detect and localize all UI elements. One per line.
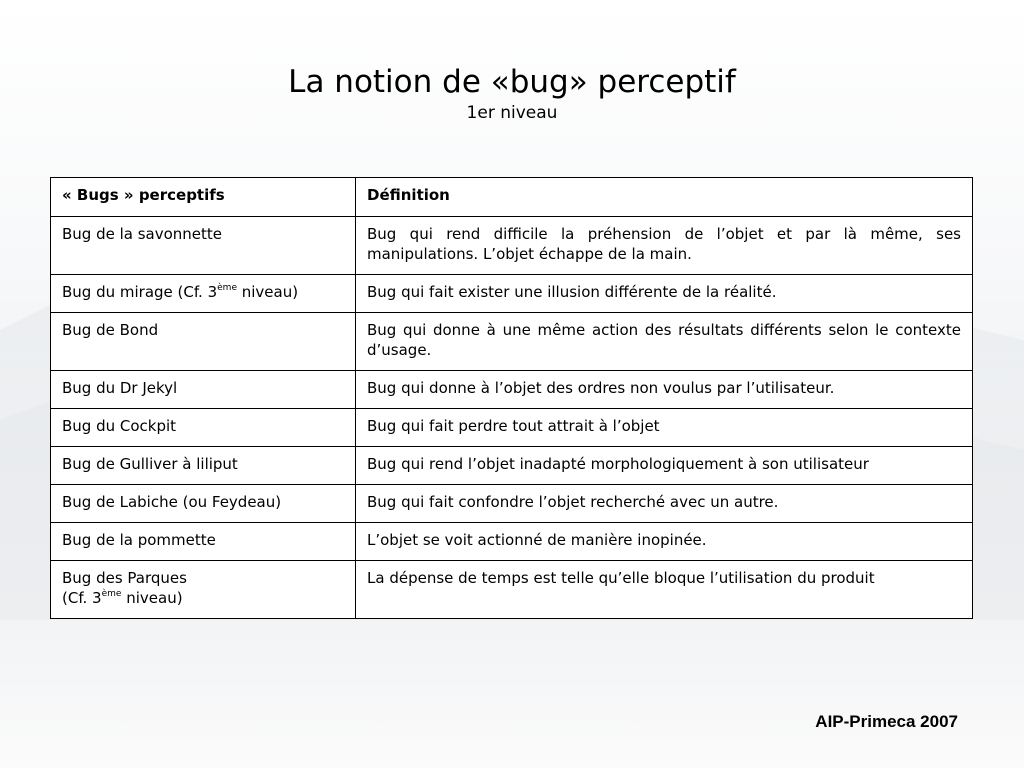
bug-definition: Bug qui rend difficile la préhension de l’objet et par là même, ses manipulations. L’objet échappe de la main.: [356, 217, 973, 275]
slide-subtitle: 1er niveau: [466, 103, 558, 123]
bug-definition: L’objet se voit actionné de manière inopinée.: [356, 523, 973, 561]
table-row: [51, 523, 973, 561]
table-row: [51, 409, 973, 447]
column-header-bugs: « Bugs » perceptifs: [51, 178, 356, 217]
bug-name-text: niveau): [121, 589, 183, 607]
table-row: [51, 485, 973, 523]
bug-name: Bug du Cockpit: [51, 409, 356, 447]
slide-title: La notion de «bug» perceptif: [288, 64, 736, 100]
bug-definition: La dépense de temps est telle qu’elle bloque l’utilisation du produit: [356, 561, 973, 619]
table-row: [51, 561, 973, 619]
bug-name: Bug de Bond: [51, 313, 356, 371]
bug-name: Bug de la savonnette: [51, 217, 356, 275]
bug-name: Bug de Gulliver à liliput: [51, 447, 356, 485]
bug-definition: Bug qui fait exister une illusion différente de la réalité.: [356, 275, 973, 313]
table-row: [51, 275, 973, 313]
table-header-row: [51, 178, 973, 217]
footer-label: AIP-Primeca 2007: [815, 712, 958, 731]
bug-name: Bug de Labiche (ou Feydeau): [51, 485, 356, 523]
bug-definition: Bug qui rend l’objet inadapté morphologiquement à son utilisateur: [356, 447, 973, 485]
superscript: ème: [101, 589, 122, 599]
table-row: [51, 217, 973, 275]
bug-definition: Bug qui donne à l’objet des ordres non voulus par l’utilisateur.: [356, 371, 973, 409]
table-row: [51, 371, 973, 409]
bug-name-text: (Cf. 3: [62, 589, 102, 607]
bug-name-text: Bug du mirage (Cf. 3: [62, 283, 218, 301]
bug-name: [51, 275, 356, 313]
bug-name-text: Bug des Parques: [62, 569, 187, 587]
bugs-table: [50, 177, 973, 619]
title-block: [0, 62, 1024, 124]
bug-definition: Bug qui fait perdre tout attrait à l’objet: [356, 409, 973, 447]
bug-definition: Bug qui fait confondre l’objet recherché avec un autre.: [356, 485, 973, 523]
bug-name: [51, 561, 356, 619]
table-row: [51, 313, 973, 371]
superscript: ème: [217, 283, 237, 293]
column-header-definition: Définition: [356, 178, 973, 217]
bug-name-text: niveau): [236, 283, 299, 301]
bug-definition: Bug qui donne à une même action des résultats différents selon le contexte d’usage.: [356, 313, 973, 371]
table-row: [51, 447, 973, 485]
bug-name: Bug de la pommette: [51, 523, 356, 561]
bug-name: Bug du Dr Jekyl: [51, 371, 356, 409]
